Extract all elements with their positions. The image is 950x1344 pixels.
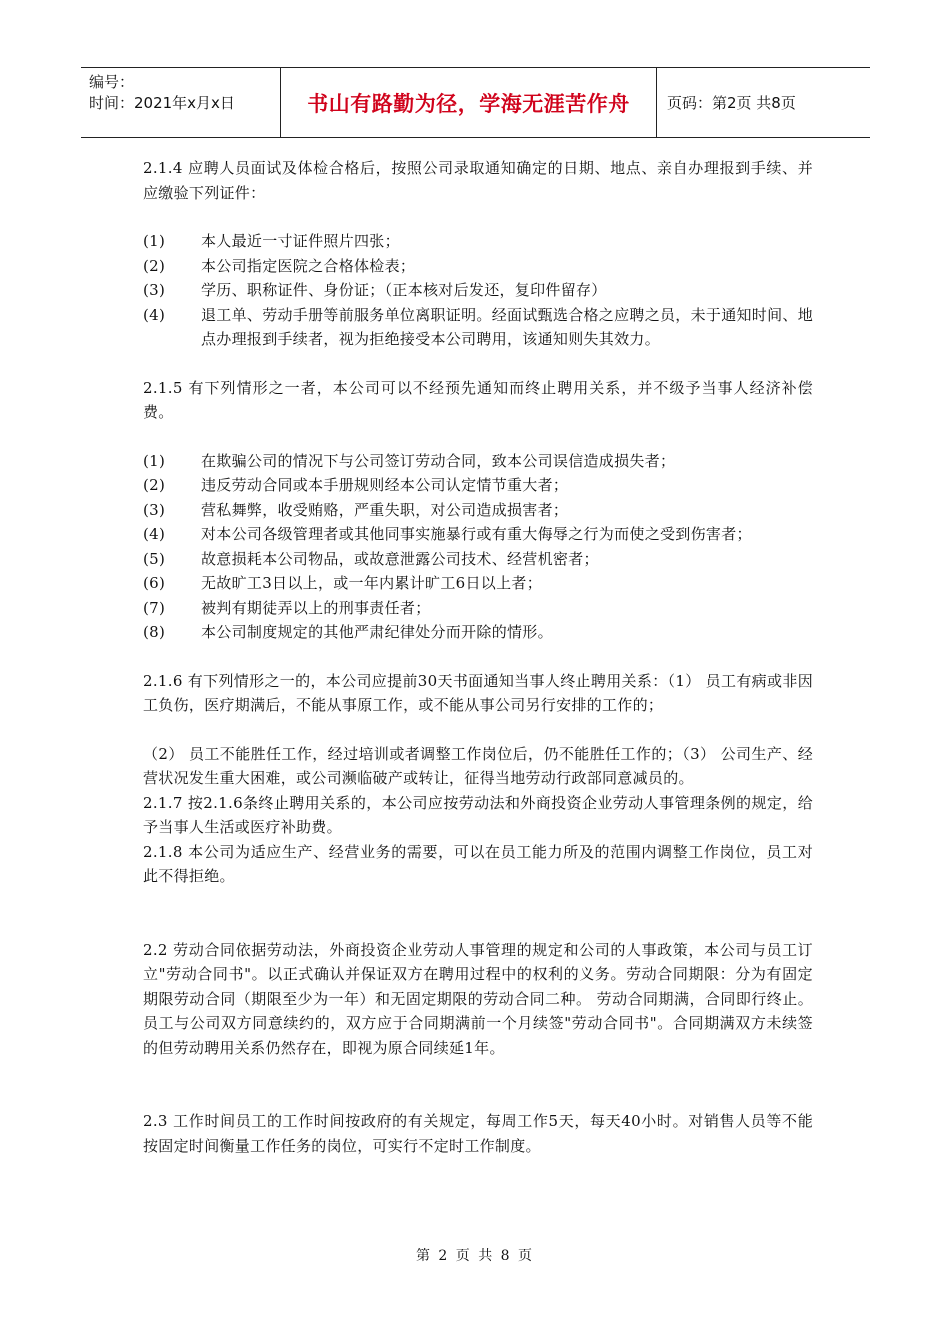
list-item: (6) 无故旷工3日以上，或一年内累计旷工6日以上者； [143, 574, 542, 592]
header-meta [81, 68, 281, 137]
header-motto: 书山有路勤为径，学海无涯苦作舟 [281, 68, 657, 137]
list-item: (2) 违反劳动合同或本手册规则经本公司认定情节重大者； [143, 476, 569, 494]
section-2-1-6-p1: 2.1.6 有下列情形之一的，本公司应提前30天书面通知当事人终止聘用关系：（1） 员工有病或非因工负伤，医疗期满后，不能从事原工作，或不能从事公司另行安排的工作的； [143, 671, 813, 714]
list-item: (1) 本人最近一寸证件照片四张； [143, 232, 400, 250]
list-item: (5) 故意损耗本公司物品，或故意泄露公司技术、经营机密者； [143, 549, 599, 568]
page-footer: 第 2 页 共 8 页 [415, 1248, 535, 1264]
section-2-1-7: 2.1.7 按2.1.6条终止聘用关系的，本公司应按劳动法和外商投资企业劳动人事管理条例的规定，给予当事人生活或医疗补助费。 [143, 793, 813, 836]
list-item: (3) 学历、职称证件、身份证；（正本核对后发还，复印件留存） [143, 281, 607, 299]
list-item: (2) 本公司指定医院之合格体检表； [143, 256, 416, 275]
section-2-1-5-intro: 2.1.5 有下列情形之一者，本公司可以不经预先通知而终止聘用关系，并不级予当事人经济补偿费。 [143, 378, 813, 421]
list-item: (3) 营私舞弊，收受贿赂，严重失职，对公司造成损害者； [143, 500, 569, 519]
list-item: (8) 本公司制度规定的其他严肃纪律处分而开除的情形。 [143, 623, 553, 641]
time-label: 时间：2021年x月x日 [89, 94, 235, 112]
section-2-1-4-list [143, 229, 813, 352]
section-2-3: 2.3 工作时间员工的工作时间按政府的有关规定，每周工作5天，每天40小时。对销售人员等不能按固定时间衡量工作任务的岗位，可实行不定时工作制度。 [143, 1112, 813, 1155]
list-item: (1) 在欺骗公司的情况下与公司签订劳动合同，致本公司误信造成损失者； [143, 451, 676, 470]
list-item: (4) 对本公司各级管理者或其他同事实施暴行或有重大侮辱之行为而使之受到伤害者； [143, 525, 752, 543]
header-page-label: 页码：第2页 共8页 [667, 94, 796, 112]
section-2-1-8: 2.1.8 本公司为适应生产、经营业务的需要，可以在员工能力所及的范围内调整工作岗位，员工对此不得拒绝。 [143, 842, 813, 885]
list-item: (4) 退工单、劳动手册等前服务单位离职证明。经面试甄选合格之应聘之员，未于通知时间、地点办理报到手续者，视为拒绝接受本公司聘用，该通知则失其效力。 [143, 305, 814, 348]
section-2-2: 2.2 劳动合同依据劳动法，外商投资企业劳动人事管理的规定和公司的人事政策，本公司与员工订立"劳动合同书"。以正式确认并保证双方在聘用过程中的权利的义务。劳动合同期限：分为有固定期限劳动合同（期限至少为一年）和无固定期限的劳动合同二种。 劳动合同期满，合同即行终止。员工与公司双方同意续约的，双方应于合同期满前一个月续签"劳动合同书"。合同期满双方未续签的但劳动聘用关系仍然存在，即视为原合同续延1年。 [143, 940, 813, 1057]
section-2-1-5-list [143, 449, 813, 645]
section-2-1-4-intro: 2.1.4 应聘人员面试及体检合格后，按照公司录取通知确定的日期、地点、亲自办理报到手续、并应缴验下列证件： [143, 159, 813, 202]
document-header [81, 67, 870, 138]
document-body [143, 156, 813, 1158]
section-2-1-6-p2: （2） 员工不能胜任工作，经过培训或者调整工作岗位后，仍不能胜任工作的；（3） 公司生产、经营状况发生重大困难，或公司濒临破产或转让，征得当地劳动行政部同意减员的。 [143, 744, 813, 787]
list-item: (7) 被判有期徒弄以上的刑事责任者； [143, 598, 431, 617]
code-label: 编号： [89, 73, 135, 91]
